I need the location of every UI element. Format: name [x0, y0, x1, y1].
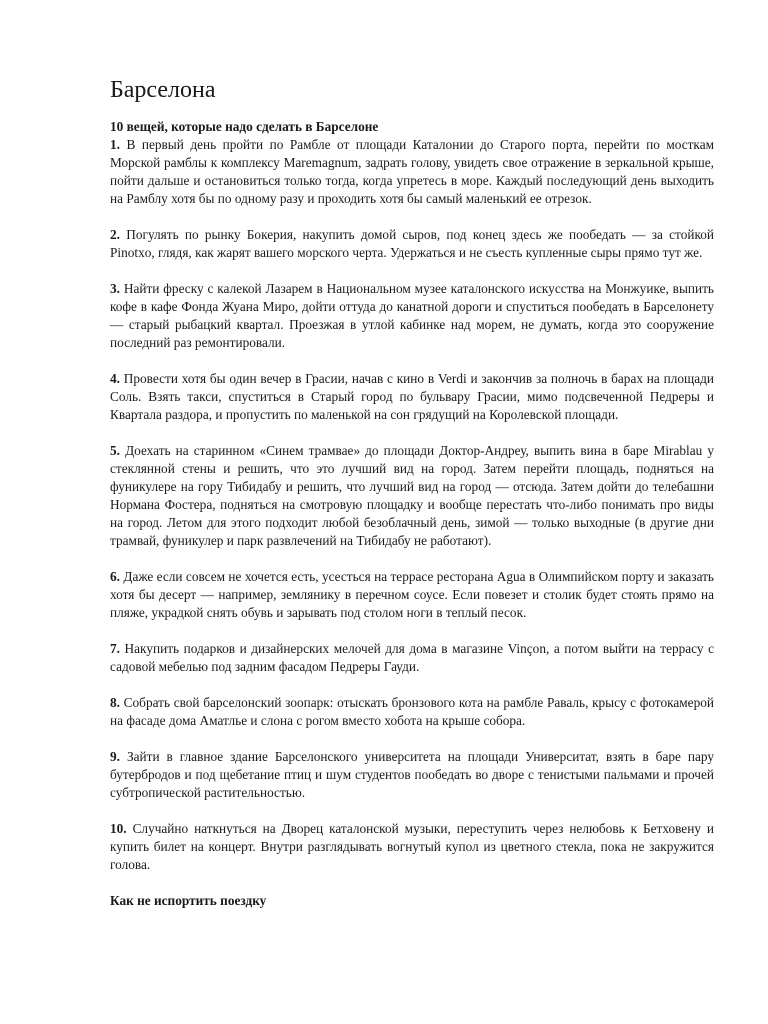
- list-item: [110, 370, 714, 424]
- item-text: Случайно наткнуться на Дворец каталонской музыки, переступить через нелюбовь к Бетховену и купить билет на концерт. Внутри разглядывать вогнутый купол из цветного стекла, пока не закружится голова.: [110, 821, 715, 872]
- section-heading: 10 вещей, которые надо сделать в Барселоне: [110, 119, 379, 134]
- item-number: 3.: [110, 281, 120, 296]
- item-text: В первый день пройти по Рамбле от площади Каталонии до Старого порта, перейти по мосткам Морской рамблы к комплексу Maremagnum, задрать голову, увидеть свое отражение в зеркальной крыше, пойти дальше и остановиться только тогда, когда упретесь в море. Каждый последующий день выходить на Рамблу хотя бы по одному разу и проходить хотя бы самый маленький ее отрезок.: [110, 137, 715, 206]
- item-number: 10.: [110, 821, 127, 836]
- item-number: 8.: [110, 695, 120, 710]
- item-text: Найти фреску с калекой Лазарем в Национальном музее каталонского искусства на Монжуике, выпить кофе в кафе Фонда Жуана Миро, дойти оттуда до канатной дороги и спуститься пообедать в Барселонету — старый рыбацкий квартал. Проезжая в утлой кабинке над морем, не думать, когда это сооружение последний раз ремонтировали.: [110, 281, 714, 350]
- item-text: Накупить подарков и дизайнерских мелочей для дома в магазине Vinçon, а потом выйти на террасу с садовой мебелью под задним фасадом Педреры Гауди.: [110, 641, 714, 674]
- list-item: [110, 280, 714, 352]
- item-number: 6.: [110, 569, 120, 584]
- item-number: 4.: [110, 371, 120, 386]
- list-item: [110, 694, 714, 730]
- item-text: Погулять по рынку Бокерия, накупить домой сыров, под конец здесь же пообедать — за стойкой Pinotxo, глядя, как жарят вашего морского черта. Удержаться и не съесть купленные сыры прямо тут же.: [110, 227, 715, 260]
- item-text: Провести хотя бы один вечер в Грасии, начав с кино в Verdi и закончив за полночь в барах на площади Соль. Взять такси, спуститься в Старый город по бульвару Грасии, мимо подсвеченной Педреры и Квартала раздора, и пропустить по маленькой на сон грядущий на Королевской площади.: [110, 371, 714, 422]
- item-number: 5.: [110, 443, 120, 458]
- page-title: Барселона: [110, 77, 216, 103]
- item-number: 9.: [110, 749, 120, 764]
- list-item: [110, 748, 714, 802]
- list-item: [110, 820, 714, 874]
- list-item: [110, 442, 714, 550]
- list-item: [110, 640, 714, 676]
- item-number: 1.: [110, 137, 120, 152]
- list-item: [110, 226, 714, 262]
- item-text: Даже если совсем не хочется есть, усесться на террасе ресторана Agua в Олимпийском порту и заказать хотя бы десерт — например, землянику в перечном соусе. Если повезет и столик будет стоять прямо на пляже, украдкой снять обувь и зарывать под столом ноги в теплый песок.: [110, 569, 714, 620]
- item-number: 2.: [110, 227, 120, 242]
- section-heading-footer: Как не испортить поездку: [110, 893, 267, 908]
- list-item: [110, 568, 714, 622]
- item-text: Доехать на старинном «Синем трамвае» до площади Доктор-Андреу, выпить вина в баре Mirablau у стеклянной стены и решить, что это лучший вид на город. Затем перейти площадь, подняться на фуникулере на гору Тибидабу и решить, что лучший вид на город — отсюда. Затем дойти до телебашни Нормана Фостера, подняться на смотровую площадку и вообще перестать что-либо понимать про виды на город. Летом для этого подходит любой безоблачный день, зимой — только выходные (в другие дни трамвай, фуникулер и парк развлечений на Тибидабу не работают).: [110, 443, 715, 548]
- document-body: [110, 118, 714, 910]
- list-item: [110, 136, 714, 208]
- item-number: 7.: [110, 641, 120, 656]
- item-text: Зайти в главное здание Барселонского университета на площади Университат, взять в баре пару бутербродов и под щебетание птиц и шум студентов пообедать во дворе с тенистыми пальмами и прочей субтропической растительностью.: [110, 749, 714, 800]
- item-text: Собрать свой барселонский зоопарк: отыскать бронзового кота на рамбле Раваль, крысу с фотокамерой на фасаде дома Аматлье и слона с рогом вместо хобота на крыше собора.: [110, 695, 714, 728]
